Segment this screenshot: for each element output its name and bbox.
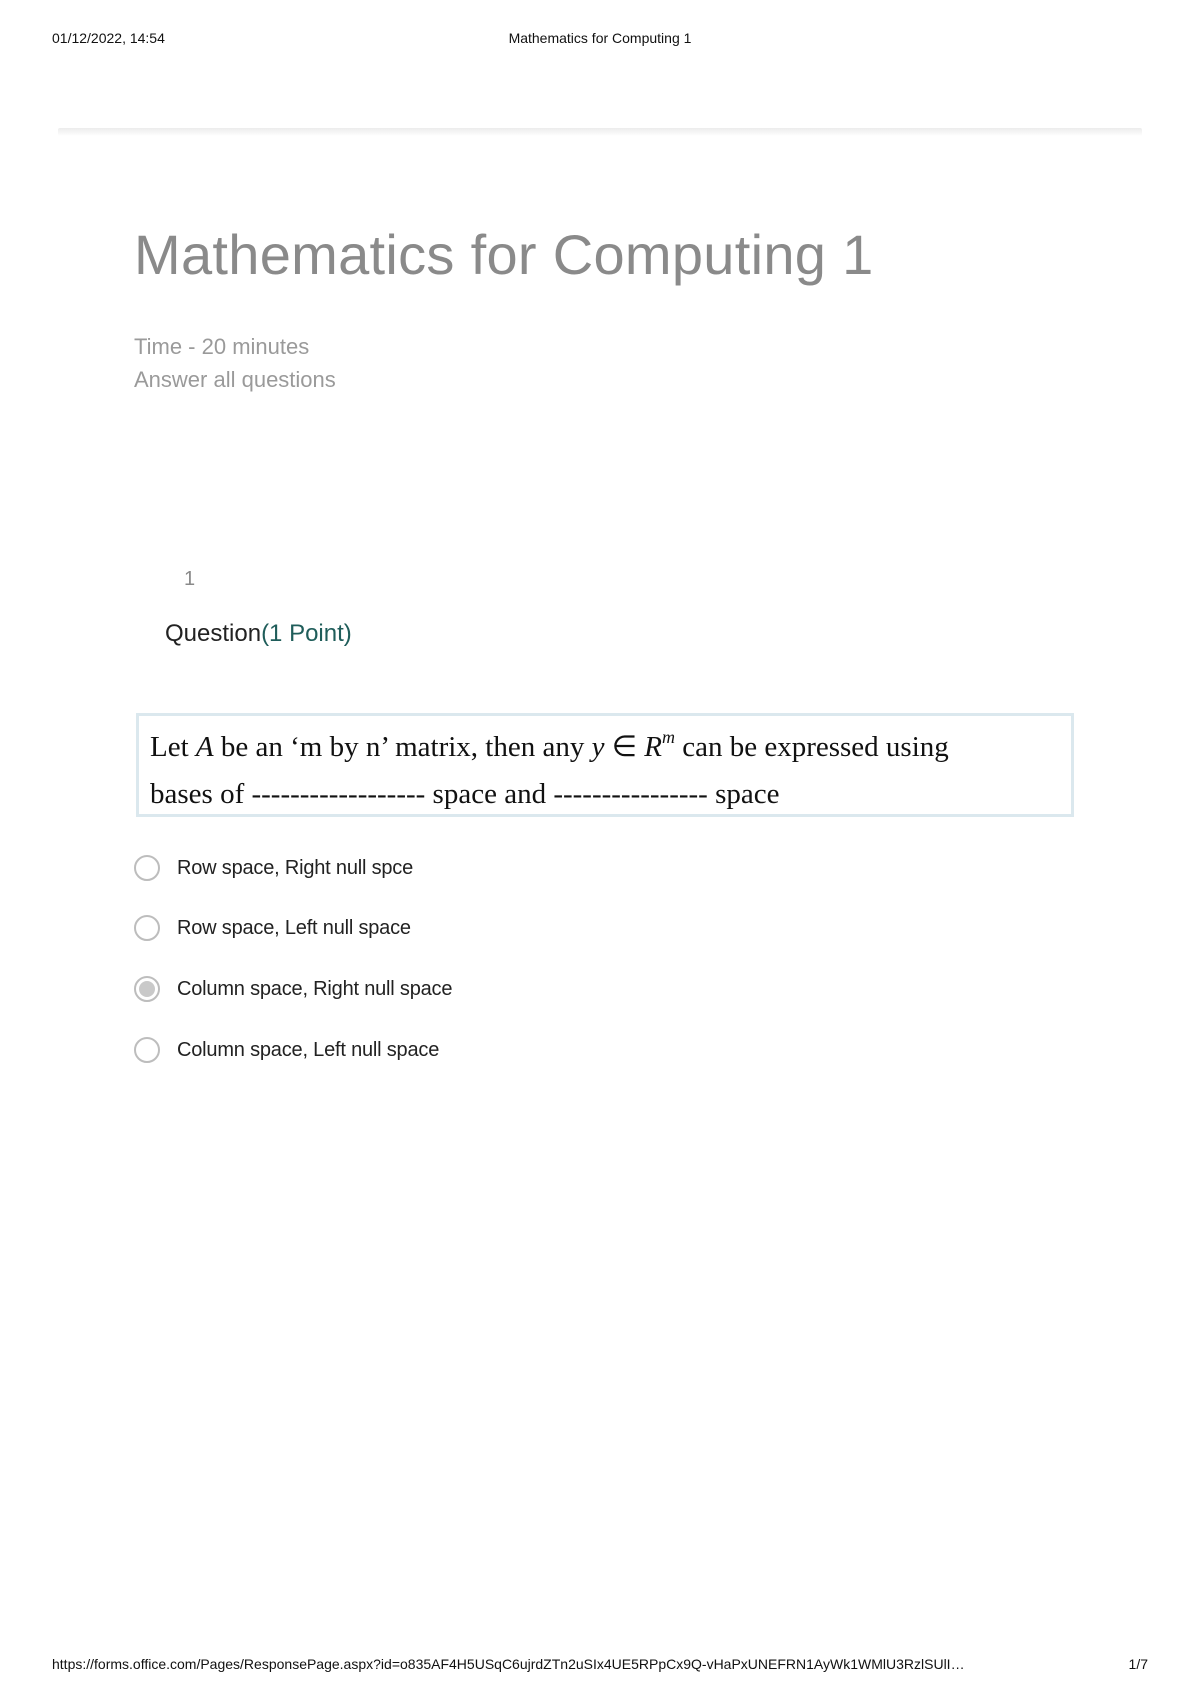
form-description-line: Time - 20 minutes bbox=[134, 334, 310, 359]
answer-option-label: Row space, Left null space bbox=[177, 916, 411, 939]
math-symbol: ∈ bbox=[604, 731, 645, 763]
question-text: Let bbox=[150, 731, 196, 763]
answer-option-label: Column space, Right null space bbox=[177, 977, 453, 1000]
form-title: Mathematics for Computing 1 bbox=[134, 223, 874, 286]
question-number: 1 bbox=[184, 568, 196, 590]
answer-option[interactable] bbox=[134, 1034, 439, 1066]
question-text: can be expressed using bbox=[674, 731, 949, 763]
question-title bbox=[165, 620, 352, 648]
question-text: be an ‘m by n’ matrix, then any bbox=[213, 731, 592, 763]
radio-button[interactable] bbox=[134, 855, 160, 881]
print-date: 01/12/2022, 14:54 bbox=[52, 30, 165, 46]
question-points: (1 Point) bbox=[261, 620, 352, 647]
radio-dot bbox=[139, 981, 155, 997]
print-header bbox=[52, 30, 1148, 50]
radio-button[interactable] bbox=[134, 976, 160, 1002]
radio-button[interactable] bbox=[134, 1037, 160, 1063]
answer-option[interactable] bbox=[134, 912, 411, 944]
print-footer bbox=[52, 1656, 1148, 1676]
print-title: Mathematics for Computing 1 bbox=[508, 30, 692, 46]
print-url: https://forms.office.com/Pages/ResponsePage.aspx?id=o835AF4H5USqC6ujrdZTn2uSIx4UE5RPpCx9Q-vHaPxUNEFRN1AyWk1WMlU3RzlSUlI… bbox=[52, 1656, 965, 1672]
question-image bbox=[136, 713, 1074, 817]
answer-option[interactable] bbox=[134, 973, 452, 1005]
question-title-text: Question bbox=[165, 620, 262, 647]
page-number: 1/7 bbox=[1128, 1656, 1148, 1672]
radio-button[interactable] bbox=[134, 915, 160, 941]
answer-option-label: Column space, Left null space bbox=[177, 1038, 440, 1061]
form-header-bar bbox=[58, 128, 1142, 136]
question-image-line-1 bbox=[150, 729, 949, 764]
question-image-line-2: bases of ------------------ space and ---------------- space bbox=[150, 778, 780, 810]
math-var: R bbox=[644, 731, 662, 763]
answer-option-label: Row space, Right null spce bbox=[177, 856, 414, 879]
math-var: A bbox=[195, 731, 214, 763]
math-superscript: m bbox=[661, 727, 675, 747]
form-description-line: Answer all questions bbox=[134, 367, 336, 392]
math-var: y bbox=[591, 731, 605, 763]
answer-option[interactable] bbox=[134, 852, 413, 884]
